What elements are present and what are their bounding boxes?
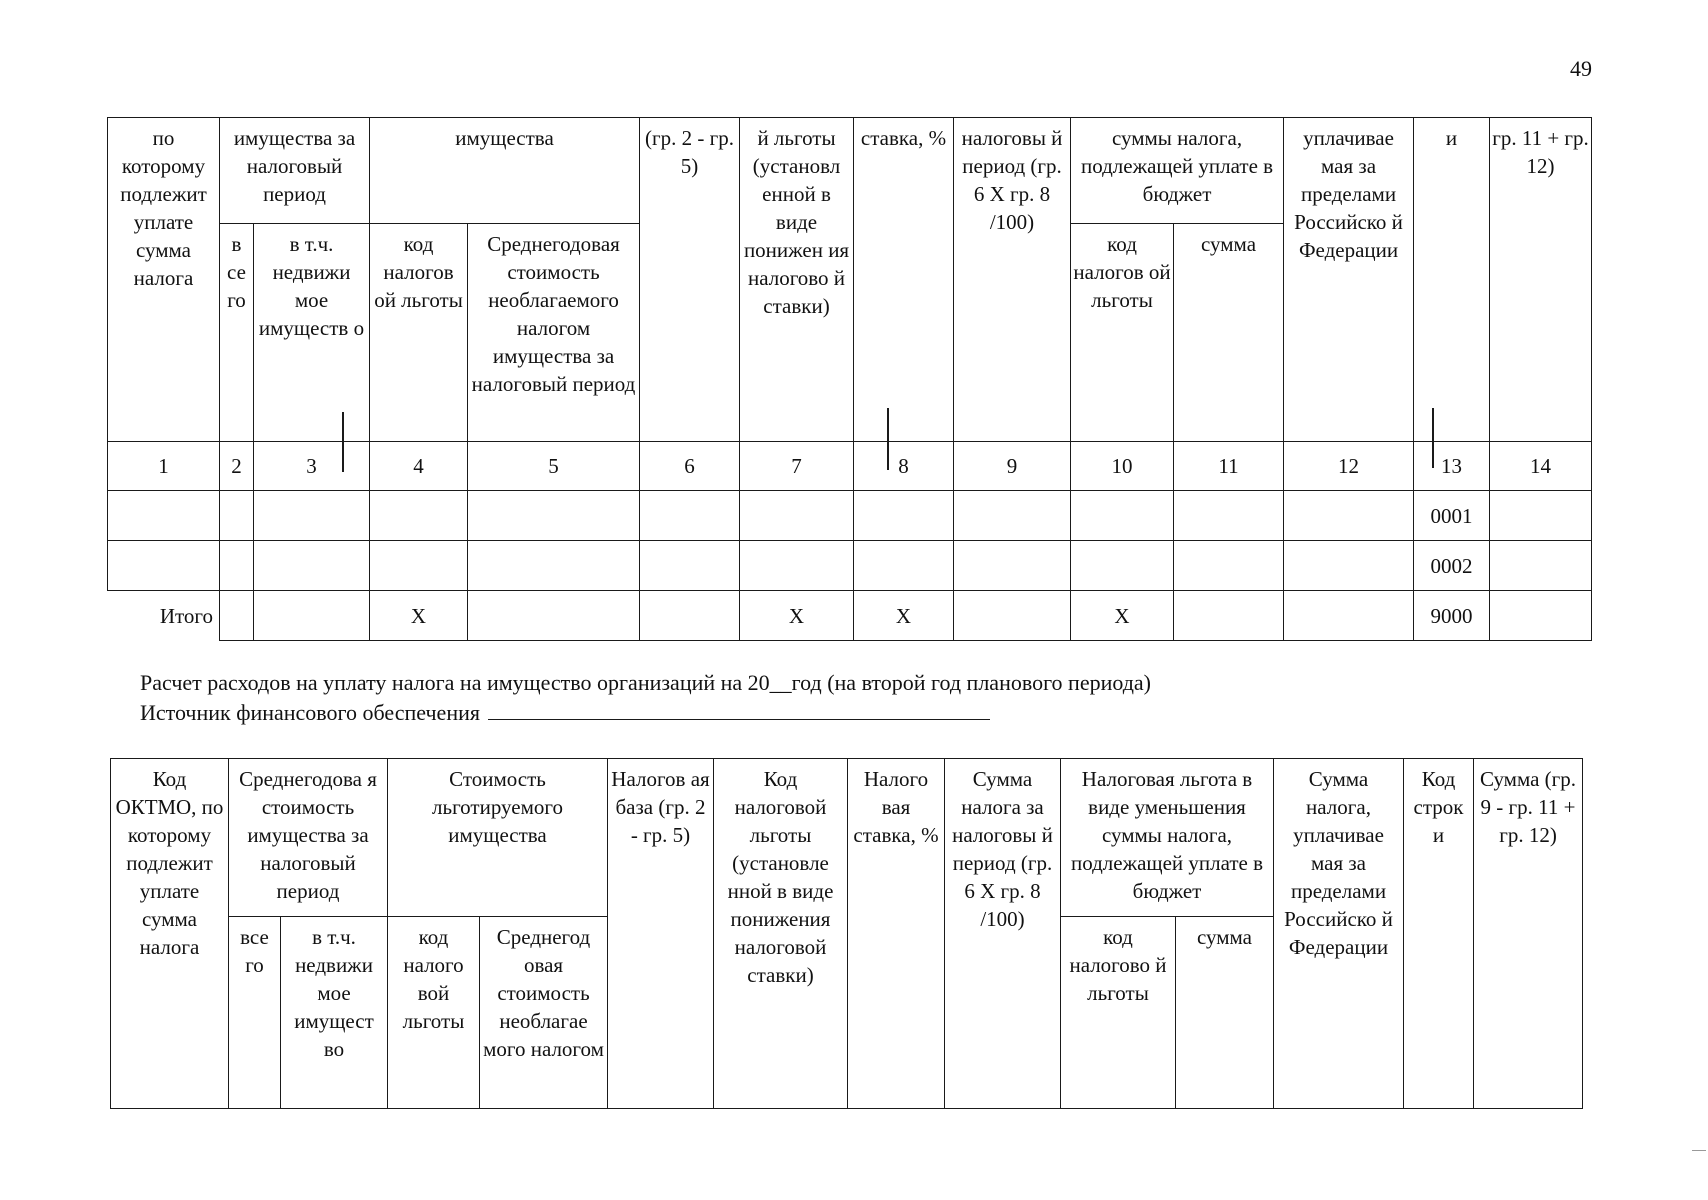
column-number: 13 [1414, 442, 1490, 491]
column-number: 11 [1174, 442, 1284, 491]
total-mark: X [854, 591, 954, 641]
avg-value-total-subheader: в се го [220, 224, 254, 442]
tax-calculation-table-second-year [110, 758, 1583, 1109]
avg-value-header: имущества за налоговый период [220, 118, 370, 224]
avg-value-total-subheader: все го [229, 917, 281, 1109]
tax-rate-header: Налого вая ставка, % [848, 759, 945, 1109]
tax-base-header: (гр. 2 - гр. 5) [640, 118, 740, 442]
tax-benefit-reduction-header: суммы налога, подлежащей уплате в бюджет [1071, 118, 1284, 224]
column-number: 5 [468, 442, 640, 491]
funding-source-line [140, 698, 990, 728]
table-row [108, 541, 1592, 591]
scan-mark [342, 412, 344, 472]
tax-benefit-reduction-header: Налоговая льгота в виде уменьшения суммы налога, подлежащей уплате в бюджет [1061, 759, 1274, 917]
scan-mark [887, 408, 889, 470]
column-number: 2 [220, 442, 254, 491]
column-number: 3 [254, 442, 370, 491]
total-label: Итого [108, 591, 220, 641]
reduction-benefit-code-subheader: код налогово й льготы [1061, 917, 1176, 1109]
column-number: 7 [740, 442, 854, 491]
foreign-tax-header: Сумма налога, уплачивае мая за пределами Российско й Федерации [1274, 759, 1404, 1109]
total-mark: X [740, 591, 854, 641]
row-code-header: Код строк и [1404, 759, 1474, 1109]
row-code-header: и [1414, 118, 1490, 442]
privileged-property-header: Стоимость льготируемого имущества [388, 759, 608, 917]
page-number: 49 [1570, 56, 1592, 81]
row-code: 0001 [1414, 491, 1490, 541]
tax-amount-header: налоговы й период (гр. 6 X гр. 8 /100) [954, 118, 1071, 442]
total-mark: X [1071, 591, 1174, 641]
scan-mark [1432, 408, 1434, 468]
total-row [108, 591, 1592, 641]
column-number: 6 [640, 442, 740, 491]
avg-value-realestate-subheader: в т.ч. недвижи мое имущест во [281, 917, 388, 1109]
scan-mark [1692, 1150, 1706, 1151]
column-number: 4 [370, 442, 468, 491]
exempt-avg-value-subheader: Среднегод овая стоимость необлагае мого налогом [480, 917, 608, 1109]
column-number: 1 [108, 442, 220, 491]
column-number: 8 [854, 442, 954, 491]
avg-value-realestate-subheader: в т.ч. недвижи мое имуществ о [254, 224, 370, 442]
section-title: Расчет расходов на уплату налога на имущество организаций на 20__год (на второй год планового периода) [140, 670, 1152, 695]
benefit-code-subheader: код налогов ой льготы [370, 224, 468, 442]
table-row [108, 491, 1592, 541]
avg-value-header: Среднегодова я стоимость имущества за налоговый период [229, 759, 388, 917]
benefit-code-rate-header: Код налоговой льготы (установле нной в виде понижения налоговой ставки) [714, 759, 848, 1109]
column-number: 9 [954, 442, 1071, 491]
tax-rate-header: ставка, % [854, 118, 954, 442]
oktmo-header: по которому подлежит уплате сумма налога [108, 118, 220, 442]
column-number: 12 [1284, 442, 1414, 491]
privileged-property-header: имущества [370, 118, 640, 224]
reduction-amount-subheader: сумма [1174, 224, 1284, 442]
tax-amount-header: Сумма налога за налоговы й период (гр. 6 X гр. 8 /100) [945, 759, 1061, 1109]
reduction-amount-subheader: сумма [1176, 917, 1274, 1109]
reduction-benefit-code-subheader: код налогов ой льготы [1071, 224, 1174, 442]
exempt-avg-value-subheader: Среднегодовая стоимость необлагаемого налогом имущества за налоговый период [468, 224, 640, 442]
oktmo-header: Код ОКТМО, по которому подлежит уплате сумма налога [111, 759, 229, 1109]
total-sum-header: гр. 11 + гр. 12) [1490, 118, 1592, 442]
column-number: 14 [1490, 442, 1592, 491]
tax-base-header: Налогов ая база (гр. 2 - гр. 5) [608, 759, 714, 1109]
total-row-code: 9000 [1414, 591, 1490, 641]
column-number-row [108, 442, 1592, 491]
tax-calculation-table-continued [107, 117, 1592, 641]
total-mark: X [370, 591, 468, 641]
funding-source-label: Источник финансового обеспечения [140, 700, 480, 725]
benefit-code-rate-header: й льготы (установл енной в виде понижен ия налогово й ставки) [740, 118, 854, 442]
benefit-code-subheader: код налого вой льготы [388, 917, 480, 1109]
funding-source-field[interactable] [488, 699, 990, 720]
foreign-tax-header: уплачивае мая за пределами Российско й Федерации [1284, 118, 1414, 442]
column-number: 10 [1071, 442, 1174, 491]
total-sum-header: Сумма (гр. 9 - гр. 11 + гр. 12) [1474, 759, 1583, 1109]
row-code: 0002 [1414, 541, 1490, 591]
